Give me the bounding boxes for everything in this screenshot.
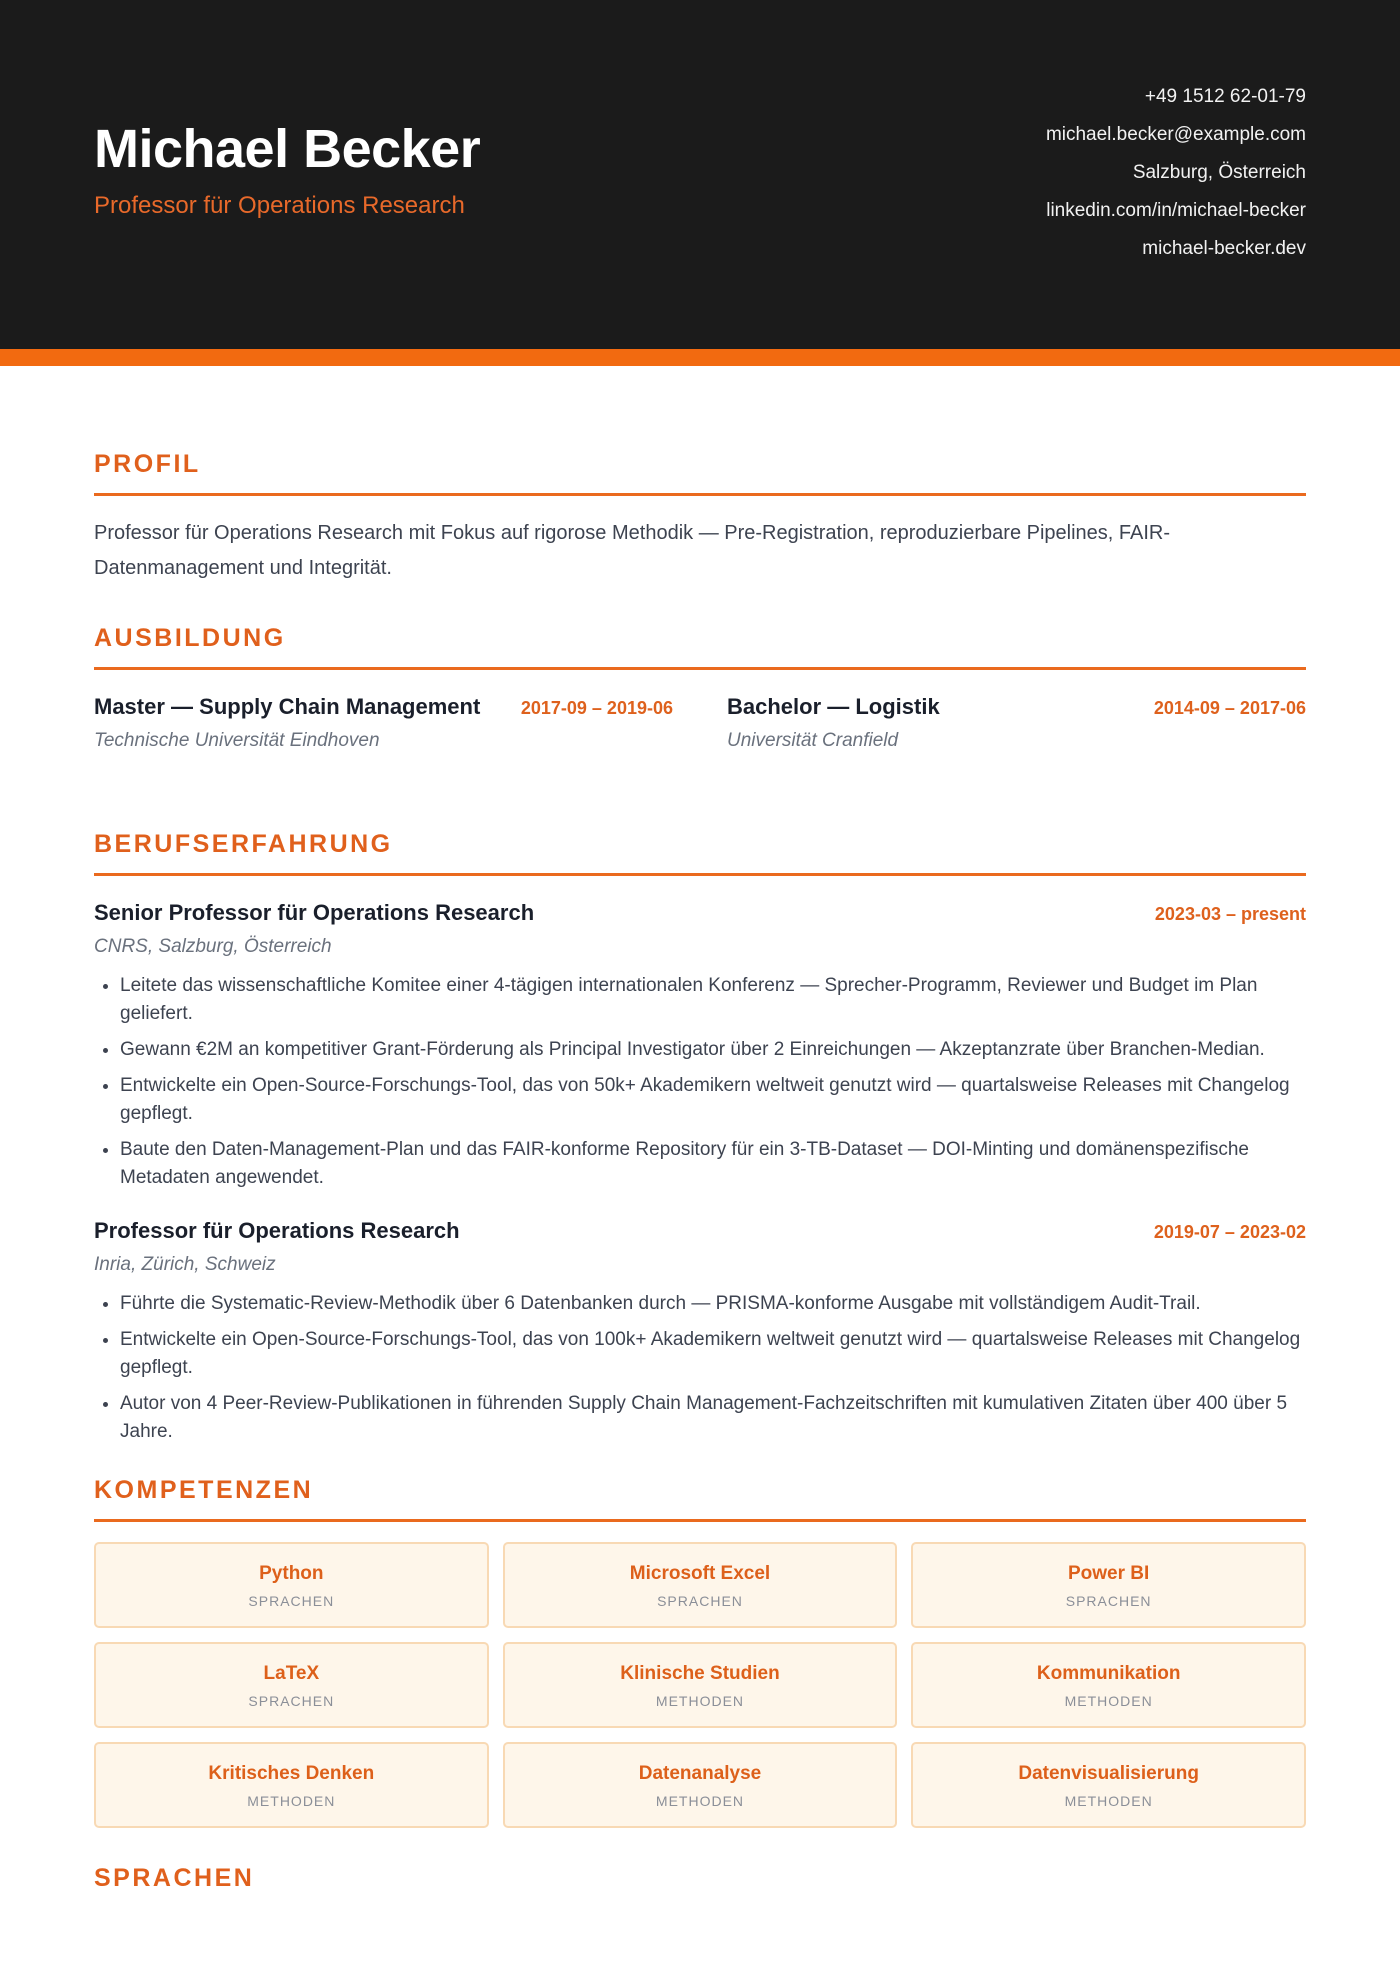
skill-category: METHODEN xyxy=(1064,1693,1153,1709)
education-item xyxy=(94,694,673,752)
skill-category: SPRACHEN xyxy=(1065,1593,1152,1609)
education-school: Universität Cranfield xyxy=(727,730,899,751)
education-school: Technische Universität Eindhoven xyxy=(94,730,380,751)
experience-section xyxy=(94,830,1306,1446)
languages-section xyxy=(94,1864,1306,1893)
section-heading-languages: SPRACHEN xyxy=(94,1864,255,1892)
skill-category: METHODEN xyxy=(655,1793,745,1809)
profile-text: Professor für Operations Research mit Fokus auf rigorose Methodik — Pre-Registration, reproduzierbare Pipelines, FAIR-Datenmanagement und Integrität. xyxy=(94,522,1171,579)
skill-category: SPRACHEN xyxy=(248,1593,335,1609)
contact-block xyxy=(1046,83,1306,273)
contact-linkedin[interactable]: linkedin.com/in/michael-becker xyxy=(1046,200,1306,221)
profile-section xyxy=(94,450,1306,586)
education-dates: 2014-09 – 2017-06 xyxy=(1153,698,1306,718)
job-dates: 2023-03 – present xyxy=(1154,904,1306,924)
skill-category: METHODEN xyxy=(1064,1793,1153,1809)
job-bullets xyxy=(94,972,1306,1192)
skill-category: SPRACHEN xyxy=(248,1693,335,1709)
skill-name: Microsoft Excel xyxy=(629,1563,771,1584)
job-bullet: • Entwickelte ein Open-Source-Forschungs-Tool, das von 50k+ Akademikern weltweit genutzt wird — quartalsweise Releases mit Changelog gepflegt. xyxy=(120,1072,1306,1128)
skill-card xyxy=(94,1542,489,1628)
skill-card xyxy=(503,1742,898,1828)
skill-card xyxy=(911,1742,1306,1828)
resume-body xyxy=(94,366,1306,1893)
skill-name: Klinische Studien xyxy=(620,1663,780,1684)
candidate-title: Professor für Operations Research xyxy=(94,192,465,219)
job-bullet: • Autor von 4 Peer-Review-Publikationen in führenden Supply Chain Management-Fachzeitschriften mit kumulativen Zitaten über 400 über 5 Jahre. xyxy=(120,1390,1306,1446)
contact-location: Salzburg, Österreich xyxy=(1132,162,1306,183)
job-bullets xyxy=(94,1290,1306,1446)
job-bullet: • Entwickelte ein Open-Source-Forschungs-Tool, das von 100k+ Akademikern weltweit genutzt wird — quartalsweise Releases mit Changelog gepflegt. xyxy=(120,1326,1306,1382)
header-accent-bar xyxy=(0,349,1400,366)
section-divider xyxy=(94,667,1306,670)
job-bullet: • Gewann €2M an kompetitiver Grant-Förderung als Principal Investigator über 2 Einreichungen — Akzeptanzrate über Branchen-Median. xyxy=(120,1036,1306,1064)
skills-grid xyxy=(94,1542,1306,1828)
skills-section xyxy=(94,1476,1306,1828)
skill-name: Kommunikation xyxy=(1036,1663,1181,1684)
job-organization: CNRS, Salzburg, Österreich xyxy=(94,936,332,957)
contact-phone[interactable]: +49 1512 62-01-79 xyxy=(1144,86,1306,107)
job-dates: 2019-07 – 2023-02 xyxy=(1153,1222,1306,1242)
job-entry xyxy=(94,900,1306,1192)
education-dates: 2017-09 – 2019-06 xyxy=(520,698,673,718)
skill-category: METHODEN xyxy=(247,1793,336,1809)
skill-name: Power BI xyxy=(1068,1563,1150,1584)
skill-card xyxy=(503,1642,898,1728)
education-degree: Master — Supply Chain Management xyxy=(94,694,481,719)
job-title: Senior Professor für Operations Research xyxy=(94,900,535,925)
section-divider xyxy=(94,493,1306,496)
skill-name: Python xyxy=(259,1563,324,1584)
contact-website[interactable]: michael-becker.dev xyxy=(1142,238,1306,259)
education-degree: Bachelor — Logistik xyxy=(727,694,940,719)
section-heading-profile: PROFIL xyxy=(94,450,201,478)
skill-card xyxy=(911,1642,1306,1728)
job-bullet: • Baute den Daten-Management-Plan und das FAIR-konforme Repository für ein 3-TB-Dataset — DOI-Minting und domänenspezifische Metadaten angewendet. xyxy=(120,1136,1306,1192)
skill-card xyxy=(94,1642,489,1728)
skill-category: SPRACHEN xyxy=(657,1593,743,1609)
resume-header xyxy=(0,0,1400,349)
skill-name: LaTeX xyxy=(263,1663,320,1684)
skill-name: Datenanalyse xyxy=(638,1763,762,1784)
skill-name: Kritisches Denken xyxy=(208,1763,375,1784)
skill-name: Datenvisualisierung xyxy=(1018,1763,1199,1784)
skill-category: METHODEN xyxy=(655,1693,745,1709)
section-divider xyxy=(94,1519,1306,1522)
skill-card xyxy=(94,1742,489,1828)
section-heading-experience: BERUFSERFAHRUNG xyxy=(94,830,393,858)
job-organization: Inria, Zürich, Schweiz xyxy=(94,1254,276,1275)
section-heading-education: AUSBILDUNG xyxy=(94,624,286,652)
job-title: Professor für Operations Research xyxy=(94,1218,460,1243)
section-heading-skills: KOMPETENZEN xyxy=(94,1476,314,1504)
skill-card xyxy=(503,1542,898,1628)
contact-email[interactable]: michael.becker@example.com xyxy=(1045,124,1306,145)
education-section xyxy=(94,624,1306,752)
job-bullet: • Leitete das wissenschaftliche Komitee einer 4-tägigen internationalen Konferenz — Sprecher-Programm, Reviewer und Budget im Plan geliefert. xyxy=(120,972,1306,1028)
education-item xyxy=(727,694,1306,752)
candidate-name: Michael Becker xyxy=(94,119,481,179)
job-bullet: • Führte die Systematic-Review-Methodik über 6 Datenbanken durch — PRISMA-konforme Ausgabe mit vollständigem Audit-Trail. xyxy=(120,1290,1306,1318)
section-divider xyxy=(94,873,1306,876)
job-entry xyxy=(94,1218,1306,1446)
skill-card xyxy=(911,1542,1306,1628)
education-list xyxy=(94,694,1306,752)
